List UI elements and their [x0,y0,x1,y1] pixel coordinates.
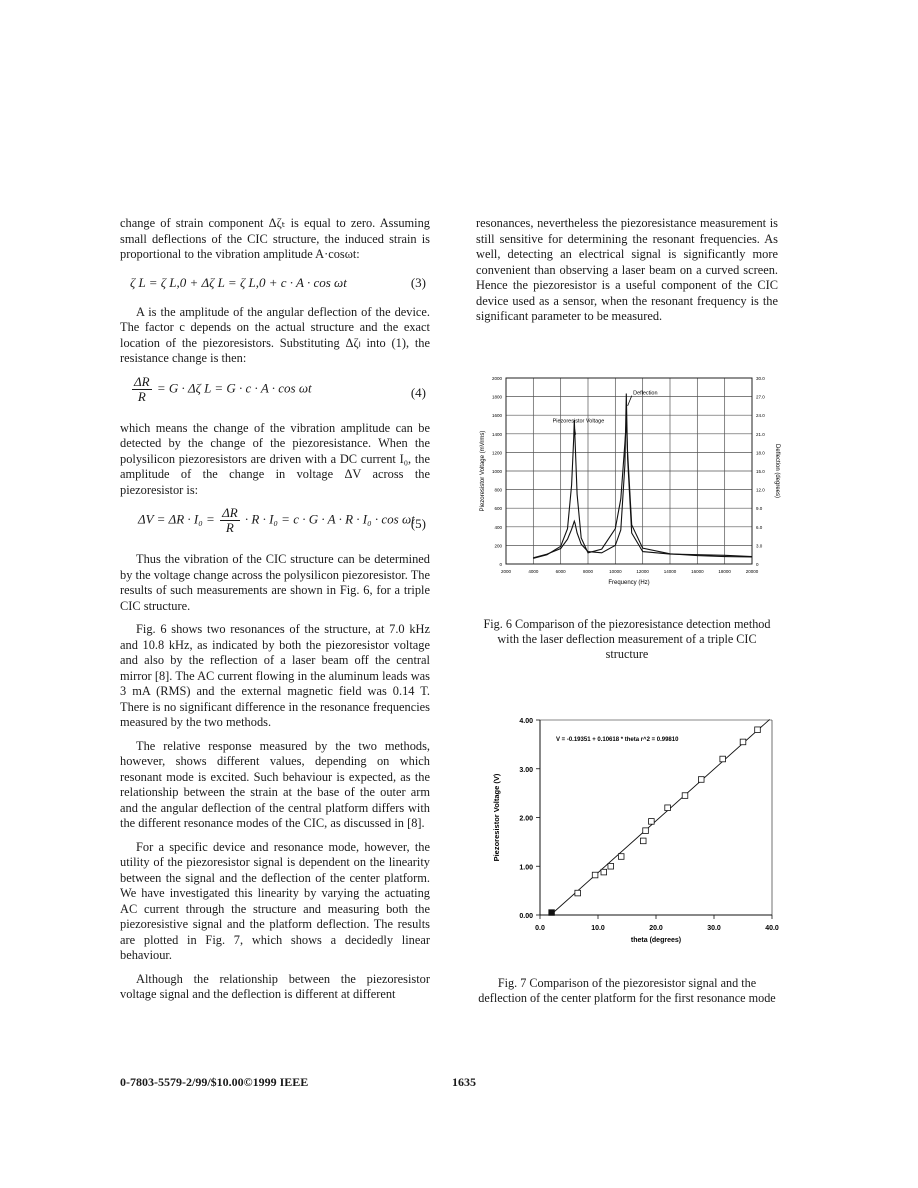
fig7-caption: Fig. 7 Comparison of the piezoresistor signal and the deflection of the center platform for the first resonance mode [478,976,776,1005]
y2-tick-label: 15.0 [756,469,765,474]
y2-tick-label: 6.0 [756,524,763,530]
x-tick-label: 30.0 [707,925,721,932]
x-tick-label: 2000 [500,569,512,574]
fraction [220,506,240,535]
fraction [132,375,152,404]
x-tick-label: 10.0 [591,925,605,932]
equation-5 [120,504,430,546]
fig6-caption: Fig. 6 Comparison of the piezoresistance detection method with the laser deflection measurement of a triple CIC structure [483,617,771,661]
x-tick-label: 18000 [718,569,731,574]
paragraph: Although the relationship between the piezoresistor voltage signal and the deflection is different at different [120,971,430,1001]
y-axis-label: Piezoresistor Voltage (mVrms) [480,430,486,512]
y2-tick-label: 27.0 [756,394,765,400]
x-tick-label: 14000 [663,569,677,574]
equation-3 [120,269,430,299]
fit-line [550,719,769,915]
data-point [665,805,671,811]
right-column [476,216,778,325]
x-axis-label: theta (degrees) [630,937,682,944]
annotation-deflection: Deflection [633,390,658,397]
x-tick-label: 12000 [636,569,649,574]
y-tick-label: 2.00 [519,815,533,823]
fig6-chart [470,370,790,610]
y-tick-label: 3.00 [519,766,533,774]
y2-tick-label: 9.0 [756,506,763,512]
data-point [618,854,624,860]
footer-isbn: 0-7803-5579-2/99/$10.00©1999 IEEE [120,1075,309,1089]
data-point [575,890,581,896]
paragraph: Thus the vibration of the CIC structure can be determined by the voltage change across the polysilicon piezoresistor. The results of such measurements are shown in Fig. 6, for a triple CIC structure. [120,552,430,613]
equation-body: = G · Δζ L = G · c · A · cos ωt [156,379,312,395]
y2-tick-label: 18.0 [756,450,765,456]
fig7-chart [486,708,796,948]
y-tick-label: 1600 [491,413,502,419]
equation-number: (5) [410,516,426,531]
data-point [643,828,649,834]
y-tick-label: 800 [494,487,502,493]
fit-equation: V = -0.19351 + 0.10618 * theta r^2 = 0.99810 [556,737,679,743]
x-tick-label: 10000 [609,569,622,574]
y-tick-label: 1000 [491,469,502,474]
data-point [682,793,688,799]
paragraph: The relative response measured by the two methods, however, shows different values, depending on which resonant mode is excited. Such behaviour is expected, as the relationship between the strain at the base of the outer arm and the angular deflection of the central platform differs with the different resonance modes of the CIC, as discussed in [8]. [120,738,430,830]
paragraph: which means the change of the vibration amplitude can be detected by the change of the piezoresistance. When the polysilicon piezoresistors are driven with a DC current I₀, the amplitude of the change in voltage ΔV across the piezoresistor is: [120,420,430,497]
y-tick-label: 600 [494,506,502,512]
x-tick-label: 20.0 [649,925,663,932]
y2-axis-label: Deflection (degrees) [774,443,780,499]
data-point [649,819,655,825]
data-point [740,739,746,745]
data-point [698,777,704,783]
annotation-arrow [628,396,632,406]
paragraph: Fig. 6 shows two resonances of the structure, at 7.0 kHz and 10.8 kHz, as indicated by both the piezoresistor voltage and also by the reflection of a laser beam off the central mirror [8]. The AC current flowing in the aluminum leads was 3 mA (RMS) and the external magnetic field was 0.14 T. There is no significant difference in the resonance frequencies measured by the two methods. [120,622,430,729]
x-tick-label: 4000 [528,569,539,574]
y2-tick-label: 21.0 [756,431,765,437]
page-number: 1635 [452,1075,476,1089]
y-tick-label: 0 [499,562,502,567]
equation-rhs: · R · I₀ = c · G · A · R · I₀ · cos ωt [244,511,415,527]
data-point [720,756,726,762]
left-column [120,216,430,1003]
fraction-numerator: ΔR [222,505,238,520]
x-tick-label: 8000 [582,569,594,574]
fraction-denominator: R [137,388,146,404]
x-tick-label: 16000 [691,569,704,574]
data-point [549,910,555,916]
y2-tick-label: 3.0 [756,543,763,549]
y-tick-label: 0.00 [519,913,533,920]
y2-tick-label: 12.0 [756,487,765,493]
y-tick-label: 1.00 [519,864,533,872]
data-point [640,838,646,844]
y-tick-label: 200 [494,543,502,549]
data-point [592,872,598,878]
fraction-denominator: R [225,520,234,535]
annotation-piezoresistor-voltage: Piezoresistor Voltage [552,418,605,425]
equation-4 [120,373,430,415]
data-point [608,863,614,869]
y-tick-label: 1400 [491,431,502,437]
y-tick-label: 1200 [491,450,502,456]
x-tick-label: 0.0 [535,925,545,932]
y2-tick-label: 24.0 [756,413,765,419]
y-axis-label: Piezoresistor Voltage (V) [492,773,501,862]
data-point [755,727,761,733]
equation-number: (4) [410,384,426,400]
x-tick-label: 20000 [745,569,759,574]
x-tick-label: 6000 [555,569,566,574]
fraction-numerator: ΔR [134,373,150,389]
y2-tick-label: 0 [756,562,759,567]
paragraph: change of strain component Δζₜ is equal to zero. Assuming small deflections of the CIC structure, the induced strain is proportional to the vibration amplitude A·cosωt: [120,216,430,261]
y2-tick-label: 30.0 [756,376,765,381]
equation-body: ζ L = ζ L,0 + Δζ L = ζ L,0 + c · A · cos ωt [130,274,347,290]
paragraph: A is the amplitude of the angular deflection of the device. The factor c depends on the actual structure and the exact location of the piezoresistors. Substituting Δζₗ into (1), the resistance change is then: [120,304,430,365]
y-tick-label: 1800 [491,394,502,400]
y-tick-label: 2000 [491,376,502,381]
data-point [601,869,607,875]
x-tick-label: 40.0 [765,925,779,932]
equation-number: (3) [410,274,426,290]
equation-lhs: ΔV = ΔR · I₀ = [138,511,215,527]
x-axis-label: Frequency (Hz) [608,580,650,586]
paragraph: For a specific device and resonance mode, however, the utility of the piezoresistor signal is dependent on the linearity between the signal and the deflection of the center platform. We have investigated this linearity by varying the actuating AC current through the structure and measuring both the piezoresistive signal and the platform deflection. The results are plotted in Fig. 7, which shows a decidedly linear behaviour. [120,839,430,962]
paragraph: resonances, nevertheless the piezoresistance measurement is still sensitive for determining the resonant frequencies. As well, detecting an electrical signal is significantly more convenient than observing a laser beam on a curved screen. Hence the piezoresistor is a useful component of the CIC device used as a sensor, when the resonant frequency is the significant parameter to be measured. [476,216,778,323]
y-tick-label: 400 [494,524,502,530]
y-tick-label: 4.00 [519,718,533,725]
